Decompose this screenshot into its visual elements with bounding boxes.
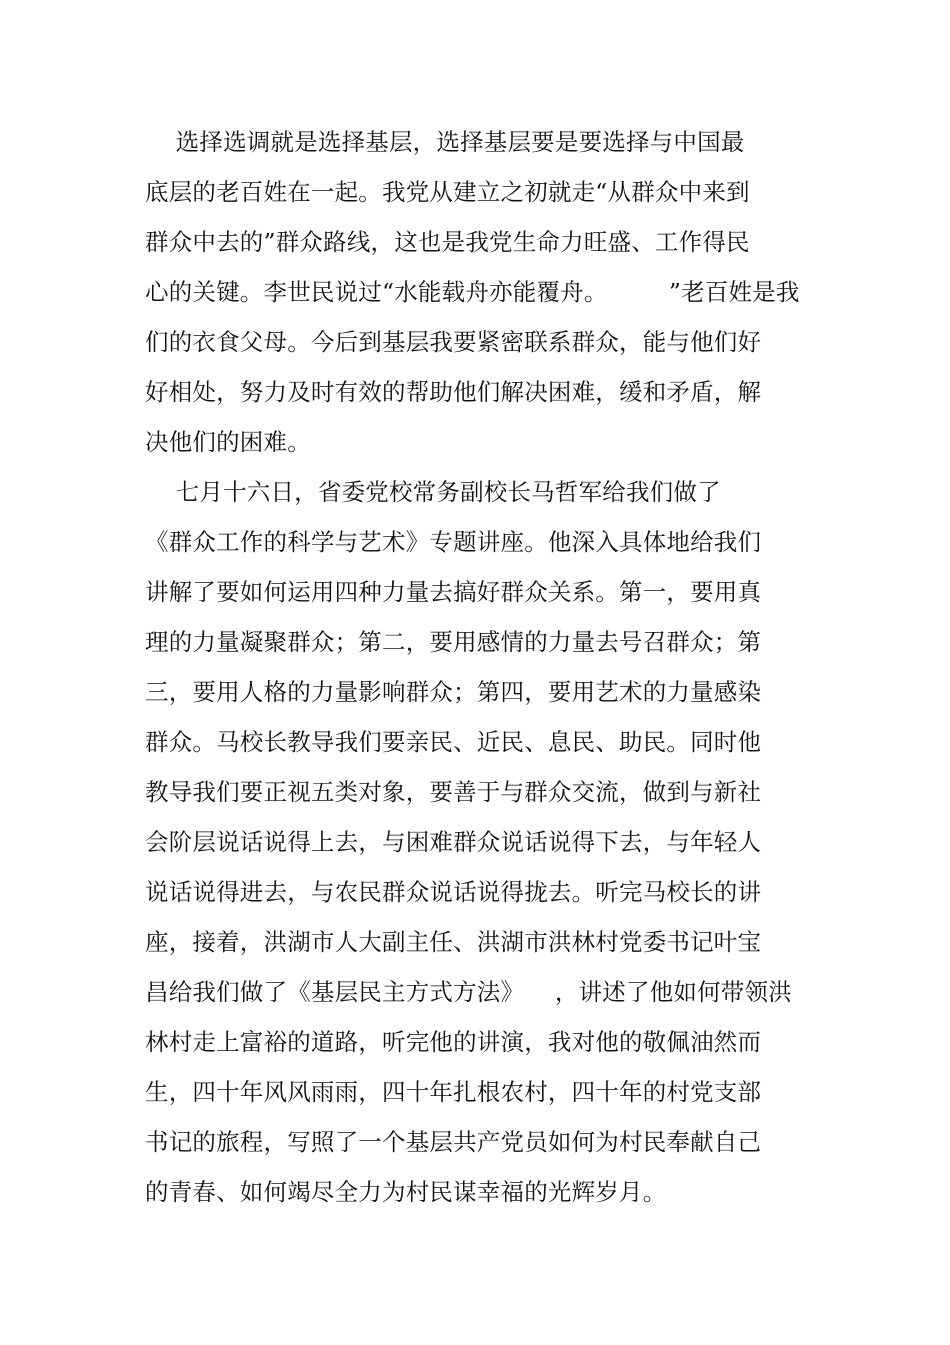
text-line: 教导我们要正视五类对象，要善于与群众交流，做到与新社 (145, 778, 762, 806)
text-line: 书记的旅程，写照了一个基层共产党员如何为村民奉献自己 (145, 1128, 762, 1156)
text-line: 会阶层说话说得上去，与困难群众说话说得下去，与年轻人 (145, 828, 762, 856)
text-line: 们的衣食父母。今后到基层我要紧密联系群众，能与他们好 (145, 328, 762, 356)
text-line: 林村走上富裕的道路，听完他的讲演，我对他的敬佩油然而 (145, 1028, 762, 1056)
text-line: 昌给我们做了《基层民主方式方法》 ，讲述了他如何带领洪 (145, 978, 792, 1006)
text-line: 说话说得进去，与农民群众说话说得拢去。听完马校长的讲 (145, 878, 762, 906)
text-line: 心的关键。李世民说过“水能载舟亦能覆舟。 ”老百姓是我 (145, 278, 800, 306)
text-line: 七月十六日，省委党校常务副校长马哲军给我们做了 (145, 478, 721, 506)
text-line: 生，四十年风风雨雨，四十年扎根农村，四十年的村党支部 (145, 1078, 762, 1106)
text-line: 理的力量凝聚群众；第二，要用感情的力量去号召群众；第 (145, 628, 762, 656)
text-line: 群众中去的”群众路线，这也是我党生命力旺盛、工作得民 (145, 228, 750, 256)
text-line: 的青春、如何竭尽全力为村民谋幸福的光辉岁月。 (145, 1178, 667, 1206)
text-line: 底层的老百姓在一起。我党从建立之初就走“从群众中来到 (145, 178, 750, 206)
text-line: 三，要用人格的力量影响群众；第四，要用艺术的力量感染 (145, 678, 762, 706)
text-line: 决他们的困难。 (145, 428, 311, 456)
text-line: 选择选调就是选择基层，选择基层要是要选择与中国最 (145, 128, 745, 156)
text-line: 《群众工作的科学与艺术》专题讲座。他深入具体地给我们 (145, 528, 762, 556)
text-line: 座，接着，洪湖市人大副主任、洪湖市洪林村党委书记叶宝 (145, 928, 762, 956)
text-line: 讲解了要如何运用四种力量去搞好群众关系。第一，要用真 (145, 578, 762, 606)
text-line: 群众。马校长教导我们要亲民、近民、息民、助民。同时他 (145, 728, 762, 756)
text-line: 好相处，努力及时有效的帮助他们解决困难，缓和矛盾，解 (145, 378, 762, 406)
